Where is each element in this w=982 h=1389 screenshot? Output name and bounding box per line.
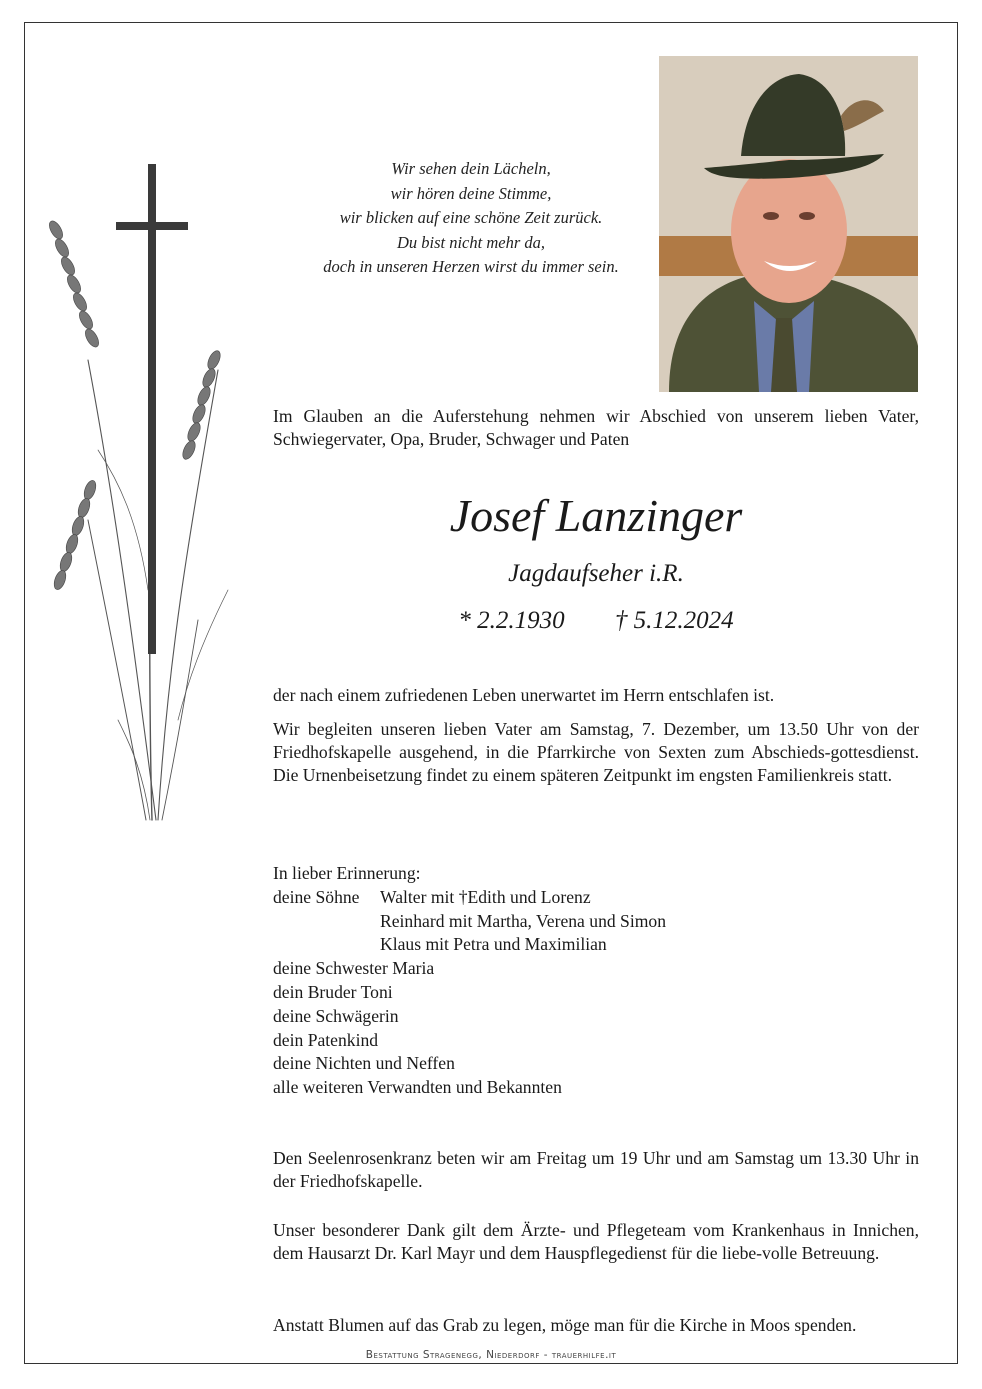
list-item: alle weiteren Verwandten und Bekannten: [273, 1077, 562, 1098]
list-item: [273, 886, 919, 910]
list-item: dein Bruder Toni: [273, 981, 393, 1002]
verse-line: wir hören deine Stimme,: [390, 183, 552, 203]
list-item: deine Schwester Maria: [273, 958, 435, 979]
list-item: dein Patenkind: [273, 1029, 379, 1050]
thanks-paragraph: Unser besonderer Dank gilt dem Ärzte- und Pflegeteam vom Krankenhaus in Innichen, dem Hausarzt Dr. Karl Mayr und dem Hauspflegedienst für die liebe-volle Betreuung.: [273, 1220, 919, 1264]
son-entry: Reinhard mit Martha, Verena und Simon: [380, 910, 667, 931]
death-date: † 5.12.2024: [614, 607, 734, 634]
verse-line: Du bist nicht mehr da,: [396, 232, 546, 252]
sons-label: deine Söhne: [273, 886, 360, 907]
mourners-list: [273, 862, 919, 1100]
birth-date: * 2.2.1930: [458, 607, 565, 634]
deceased-name: Josef Lanzinger: [449, 490, 743, 541]
memory-heading: In lieber Erinnerung:: [273, 863, 421, 883]
funeral-paragraph: Wir begleiten unseren lieben Vater am Samstag, 7. Dezember, um 13.50 Uhr von der Friedhofskapelle ausgehend, in die Pfarrkirche von Sexten zum Abschieds-gottesdienst. Die Urnenbeisetzung findet zu einem späteren Zeitpunkt im engsten Familienkreis statt.: [273, 719, 919, 786]
passing-paragraph: der nach einem zufriedenen Leben unerwartet im Herrn entschlafen ist.: [273, 685, 775, 705]
cross-and-wheat-icon: [28, 120, 256, 840]
son-entry: Klaus mit Petra und Maximilian: [380, 934, 607, 955]
memorial-verse: [282, 157, 660, 280]
life-dates: [273, 605, 919, 637]
verse-line: Wir sehen dein Lächeln,: [391, 159, 551, 178]
list-item: deine Schwägerin: [273, 1005, 399, 1026]
rosary-paragraph: Den Seelenrosenkranz beten wir am Freitag um 19 Uhr und am Samstag um 13.30 Uhr in der Friedhofskapelle.: [273, 1148, 919, 1192]
verse-line: wir blicken auf eine schöne Zeit zurück.: [339, 208, 603, 227]
footer-credit: Bestattung Stragenegg, Niederdorf - trauerhilfe.it: [365, 1349, 617, 1361]
deceased-title: Jagdaufseher i.R.: [508, 560, 684, 587]
son-entry: Walter mit †Edith und Lorenz: [380, 886, 591, 907]
portrait-photo: [659, 56, 918, 392]
verse-line: doch in unseren Herzen wirst du immer sein.: [323, 257, 619, 276]
list-item: deine Nichten und Neffen: [273, 1053, 455, 1074]
donation-paragraph: Anstatt Blumen auf das Grab zu legen, möge man für die Kirche in Moos spenden.: [273, 1315, 857, 1335]
intro-paragraph: Im Glauben an die Auferstehung nehmen wir Abschied von unserem lieben Vater, Schwiegervater, Opa, Bruder, Schwager und Paten: [273, 406, 919, 450]
